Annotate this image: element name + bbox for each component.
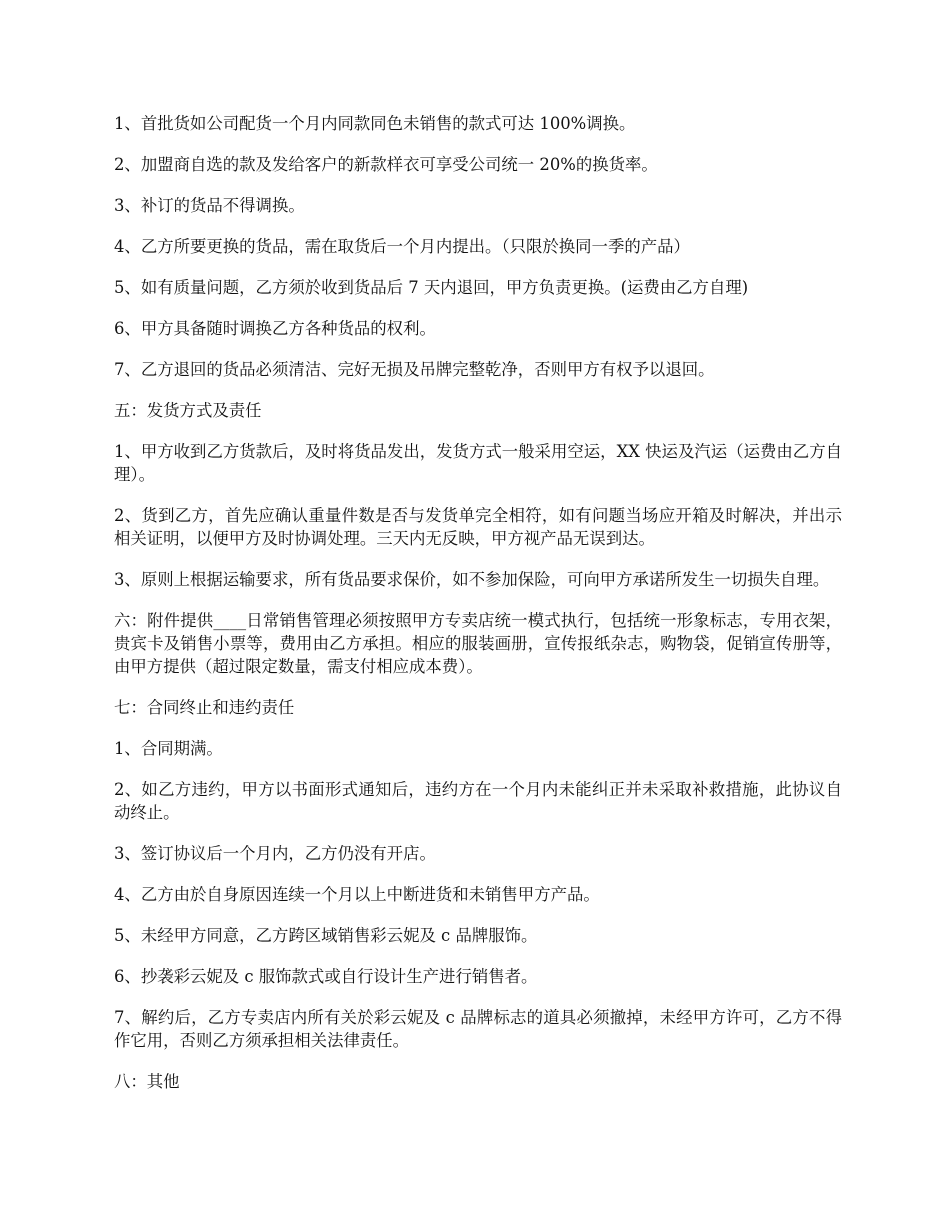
clause-termination-6: 6、抄袭彩云妮及 c 服饰款式或自行设计生产进行销售者。 <box>114 967 538 986</box>
clause-exchange-7: 7、乙方退回的货品必须清洁、完好无损及吊牌完整乾净，否则甲方有权予以退回。 <box>114 360 715 379</box>
clause-exchange-4: 4、乙方所要更换的货品，需在取货后一个月内提出。（只限於换同一季的产品） <box>114 237 690 256</box>
clause-shipping-3: 3、原则上根据运输要求，所有货品要求保价，如不参加保险，可向甲方承诺所发生一切损失自理。 <box>114 570 830 589</box>
clause-termination-2: 2、如乙方违约，甲方以书面形式通知后，违约方在一个月内未能纠正并未采取补救措施，此协议自动终止。 <box>114 780 842 822</box>
section-heading-termination: 七：合同终止和违约责任 <box>114 698 295 717</box>
section-heading-other: 八：其他 <box>114 1072 180 1091</box>
clause-exchange-1: 1、首批货如公司配货一个月内同款同色未销售的款式可达 100%调换。 <box>114 114 636 133</box>
document-body <box>114 112 842 1111</box>
section-attachments: 六：附件提供____日常销售管理必须按照甲方专卖店统一模式执行，包括统一形象标志，专用衣架，贵宾卡及销售小票等，费用由乙方承担。相应的服装画册，宣传报纸杂志，购物袋，促销宣传册等，由甲方提供（超过限定数量，需支付相应成本费）。 <box>114 611 842 676</box>
clause-exchange-5: 5、如有质量问题，乙方须於收到货品后 7 天内退回，甲方负责更换。(运费由乙方自理) <box>114 278 749 297</box>
clause-termination-3: 3、签订协议后一个月内，乙方仍没有开店。 <box>114 844 436 863</box>
clause-termination-7: 7、解约后，乙方专卖店内所有关於彩云妮及 c 品牌标志的道具必须撤掉，未经甲方许可，乙方不得作它用，否则乙方须承担相关法律责任。 <box>114 1008 842 1050</box>
clause-exchange-6: 6、甲方具备随时调换乙方各种货品的权利。 <box>114 319 436 338</box>
clause-termination-1: 1、合同期满。 <box>114 739 223 758</box>
clause-exchange-2: 2、加盟商自选的款及发给客户的新款样衣可享受公司统一 20%的换货率。 <box>114 155 658 174</box>
section-heading-shipping: 五：发货方式及责任 <box>114 401 262 420</box>
clause-shipping-2: 2、货到乙方，首先应确认重量件数是否与发货单完全相符，如有问题当场应开箱及时解决，并出示相关证明，以便甲方及时协调处理。三天内无反映，甲方视产品无误到达。 <box>114 506 842 548</box>
clause-termination-4: 4、乙方由於自身原因连续一个月以上中断进货和未销售甲方产品。 <box>114 885 600 904</box>
clause-termination-5: 5、未经甲方同意，乙方跨区域销售彩云妮及 c 品牌服饰。 <box>114 926 538 945</box>
clause-shipping-1: 1、甲方收到乙方货款后，及时将货品发出，发货方式一般采用空运，XX 快运及汽运（运费由乙方自理）。 <box>114 442 842 484</box>
clause-exchange-3: 3、补订的货品不得调换。 <box>114 196 305 215</box>
